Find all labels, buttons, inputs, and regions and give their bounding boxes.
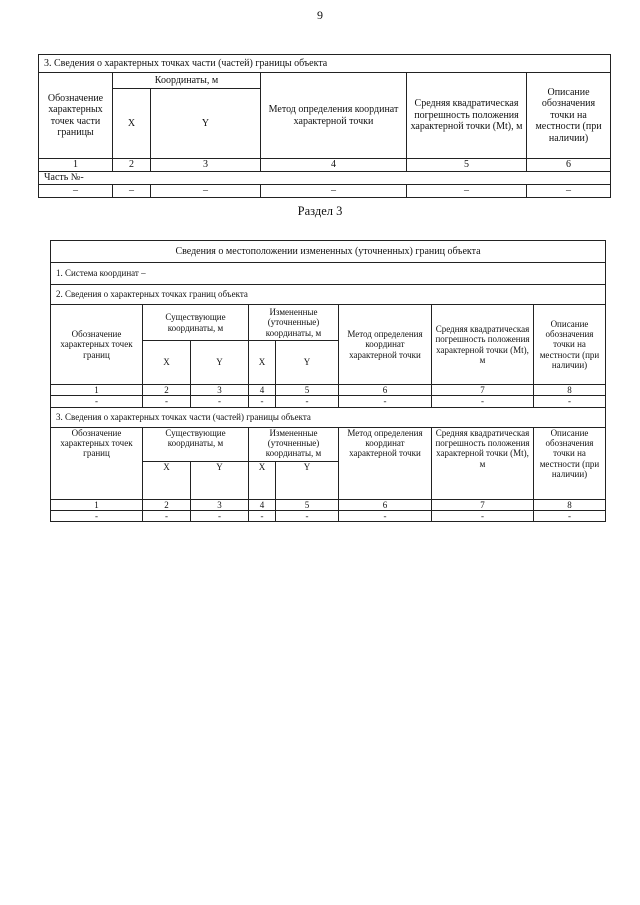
header-designation: Обозначение характерных точек границ — [51, 427, 143, 499]
column-number: 8 — [534, 499, 606, 510]
cell-value: - — [51, 511, 143, 522]
cell-value: – — [113, 185, 151, 198]
header-designation: Обозначение характерных точек части границы — [39, 73, 113, 159]
coordinate-system: 1. Система координат – — [51, 263, 606, 285]
column-number: 4 — [261, 159, 407, 172]
cell-value: - — [339, 511, 432, 522]
column-number: 1 — [39, 159, 113, 172]
table-row — [51, 511, 606, 522]
column-number: 4 — [249, 385, 276, 396]
cell-value: – — [261, 185, 407, 198]
header-y: Y — [151, 89, 261, 159]
cell-value: - — [143, 396, 191, 407]
cell-value: - — [534, 511, 606, 522]
column-number: 1 — [51, 499, 143, 510]
table-row — [51, 396, 606, 407]
column-number: 3 — [191, 499, 249, 510]
cell-value: - — [191, 511, 249, 522]
header-method: Метод определения координат характерной точки — [261, 73, 407, 159]
header-y: Y — [191, 341, 249, 385]
cell-value: - — [432, 511, 534, 522]
header-y: Y — [191, 461, 249, 499]
header-description: Описание обозначения точки на местности (при наличии) — [534, 427, 606, 499]
column-number: 5 — [407, 159, 527, 172]
header-method: Метод определения координат характерной точки — [339, 427, 432, 499]
column-number: 2 — [143, 385, 191, 396]
column-numbers-row — [51, 499, 606, 510]
section-title: Раздел 3 — [297, 204, 343, 218]
header-error: Средняя квадратическая погрешность положения характерной точки (Mt), м — [432, 427, 534, 499]
cell-value: - — [276, 396, 339, 407]
header-x: X — [143, 461, 191, 499]
cell-value: – — [39, 185, 113, 198]
cell-value: - — [432, 396, 534, 407]
subsection-title: 2. Сведения о характерных точках границ объекта — [51, 285, 606, 305]
header-existing-coordinates: Существующие координаты, м — [143, 427, 249, 461]
cell-value: - — [143, 511, 191, 522]
column-number: 2 — [113, 159, 151, 172]
column-number: 6 — [527, 159, 611, 172]
header-x: X — [249, 461, 276, 499]
changed-boundaries-table — [50, 240, 606, 522]
header-error: Средняя квадратическая погрешность положения характерной точки (Mt), м — [407, 73, 527, 159]
table-row — [39, 185, 611, 198]
column-number: 3 — [151, 159, 261, 172]
column-number: 5 — [276, 499, 339, 510]
column-numbers-row — [51, 385, 606, 396]
cell-value: – — [151, 185, 261, 198]
column-number: 3 — [191, 385, 249, 396]
column-number: 7 — [432, 385, 534, 396]
cell-value: - — [534, 396, 606, 407]
column-numbers-row — [39, 159, 611, 172]
column-number: 2 — [143, 499, 191, 510]
header-x: X — [143, 341, 191, 385]
header-designation: Обозначение характерных точек границ — [51, 305, 143, 385]
header-x: X — [113, 89, 151, 159]
column-number: 6 — [339, 499, 432, 510]
header-description: Описание обозначения точки на местности (при наличии) — [534, 305, 606, 385]
header-changed-coordinates: Измененные (уточненные) координаты, м — [249, 427, 339, 461]
table-caption: Сведения о местоположении измененных (уточненных) границ объекта — [51, 241, 606, 263]
column-number: 8 — [534, 385, 606, 396]
header-method: Метод определения координат характерной точки — [339, 305, 432, 385]
header-y: Y — [276, 461, 339, 499]
column-number: 4 — [249, 499, 276, 510]
page-number: 9 — [317, 8, 323, 22]
cell-value: - — [51, 396, 143, 407]
header-existing-coordinates: Существующие координаты, м — [143, 305, 249, 341]
header-description: Описание обозначения точки на местности (при наличии) — [527, 73, 611, 159]
cell-value: - — [249, 396, 276, 407]
table-title: 3. Сведения о характерных точках части (частей) границы объекта — [39, 55, 611, 73]
part-label: Часть №- — [39, 172, 611, 185]
header-changed-coordinates: Измененные (уточненные) координаты, м — [249, 305, 339, 341]
column-number: 6 — [339, 385, 432, 396]
subsection-title: 3. Сведения о характерных точках части (частей) границы объекта — [51, 407, 606, 427]
cell-value: - — [276, 511, 339, 522]
column-number: 5 — [276, 385, 339, 396]
part-points-table — [38, 54, 611, 198]
cell-value: - — [339, 396, 432, 407]
header-coordinates: Координаты, м — [113, 73, 261, 89]
header-x: X — [249, 341, 276, 385]
cell-value: – — [407, 185, 527, 198]
column-number: 7 — [432, 499, 534, 510]
header-y: Y — [276, 341, 339, 385]
cell-value: - — [191, 396, 249, 407]
header-error: Средняя квадратическая погрешность положения характерной точки (Mt), м — [432, 305, 534, 385]
cell-value: – — [527, 185, 611, 198]
column-number: 1 — [51, 385, 143, 396]
cell-value: - — [249, 511, 276, 522]
